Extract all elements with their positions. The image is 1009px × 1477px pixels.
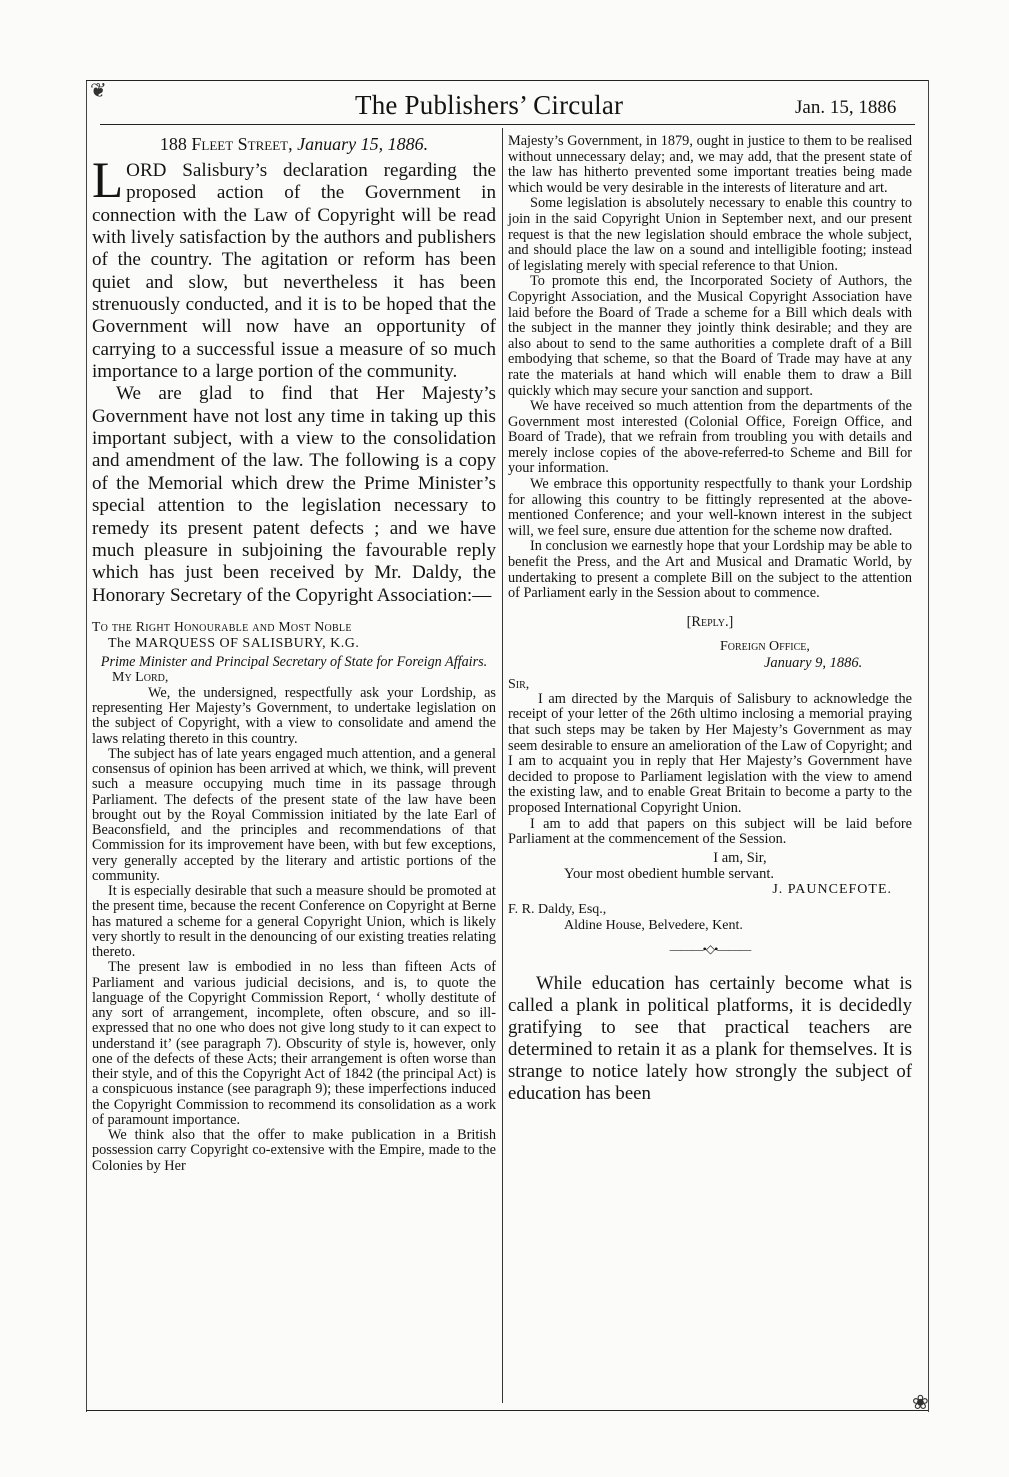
reply-salutation: Sir, <box>508 676 530 692</box>
section-separator: ———•◇•——— <box>669 941 751 956</box>
left-column <box>92 134 496 1174</box>
memorial-paragraph: The subject has of late years engaged much attention, and a general consensus of opinion has been arrived at which, we think, will prevent such a measure occupying much time in its passage through Parliament. The defects of the present state of the law have been brought out by the Royal Commission initiated by the late Earl of Beaconsfield, and the principles and recommendations of that Commission for its improvement have been, with but few exceptions, very generally accepted by the literary and artistic portions of the community. <box>92 745 496 884</box>
editorial-paragraph: We are glad to find that Her Majesty’s Government have not lost any time in taking up this important subject, with a view to the consolidation and amendment of the law. The following is a copy of the Memorial which drew the Prime Minister’s special attention to the legislation necessary to remedy its present patent defects ; and we have much pleasure in subjoining the favourable reply which has just been received by Mr. Daldy, the Honorary Secretary of the Copyright Association:— <box>92 383 496 606</box>
reply-signature: J. PAUNCEFOTE. <box>772 881 892 897</box>
memorial-paragraph: We think also that the offer to make publication in a British possession carry Copyright co-extensive with the Empire, made to the Colonies by Her <box>92 1127 496 1174</box>
editorial-text: ORD Salisbury’s declaration regarding the proposed action of the Government in connection with the Law of Copyright will be read with lively satisfaction by the authors and publishers of the country. The agitation or reform has been quiet and slow, but nevertheless it has been strenuously conducted, and it is to be hoped that the Government will now have an opportunity of carrying to a successful issue a measure of so much importance to a large portion of the community. <box>92 160 496 383</box>
reply-recipient-address: Aldine House, Belvedere, Kent. <box>564 917 743 933</box>
drop-cap: L <box>92 153 124 209</box>
reply-heading: [Reply.] <box>686 613 734 630</box>
memorial-addressee: The MARQUESS OF SALISBURY, K.G. <box>108 635 360 651</box>
right-column <box>508 134 912 1105</box>
dateline-place: 188 Fleet Street, <box>159 134 293 154</box>
running-title: The Publishers’ Circular <box>355 90 624 120</box>
header-rule <box>100 124 915 125</box>
reply-closing: Your most obedient humble servant. <box>564 865 774 882</box>
memorial-address: To the Right Honourable and Most Noble <box>92 618 352 634</box>
dateline <box>92 134 496 155</box>
running-date: Jan. 15, 1886 <box>795 97 897 118</box>
dateline-date: January 15, 1886. <box>297 134 429 154</box>
page-border-right <box>928 80 929 1412</box>
page-border-left <box>86 80 87 1412</box>
memorial-paragraph: In conclusion we earnestly hope that your Lordship may be able to benefit the Press, and the Art and Musical and Dramatic World, by undertaking to present a complete Bill on the subject to the attention of Parliament early in the Session about to commence. <box>508 538 912 602</box>
memorial-paragraph: It is especially desirable that such a measure should be promoted at the present time, because the recent Conference on Copyright at Berne has matured a scheme for a general Copyright Union, which is likely very shortly to result in the denouncing of our existing treaties relating thereto. <box>92 883 496 961</box>
memorial-addressee-title: Prime Minister and Principal Secretary of State for Foreign Affairs. <box>100 653 488 670</box>
memorial-paragraph: Some legislation is absolutely necessary to enable this country to join in the said Copyright Union in September next, and our present request is that the new legislation should embrace the whole subject, and should place the law on a sound and intelligible footing; instead of legislating merely with special reference to that Union. <box>508 195 912 274</box>
memorial-paragraph: The present law is embodied in no less than fifteen Acts of Parliament and various judicial decisions, and is, to quote the language of the Copyright Commission Report, ‘ wholly destitute of any sort of arrangement, incomplete, often obscure, and so ill-expressed that no one who does not give long study to it can expect to understand it’ (see paragraph 7). Obscurity of style is, however, only one of the defects of these Acts; their arrangement is often worse than their style, and of this the Copyright Act of 1842 (the principal Act) is a conspicuous instance (see paragraph 9); these imperfections induced the Copyright Commission to recommend its consolidation as a work of paramount importance. <box>92 959 496 1128</box>
reply-paragraph: I am to add that papers on this subject will be laid before Parliament at the commencement of the Session. <box>508 815 912 848</box>
reply-paragraph: I am directed by the Marquis of Salisbury to acknowledge the receipt of your letter of the 26th ultimo inclosing a memorial praying that such steps may be taken by Her Majesty’s Government as may seem desirable to ensure an amelioration of the Law of Copyright; and I am to acquaint you in reply that Her Majesty’s Government have decided to propose to Parliament legislation with the view to amend the existing law, and to enable Great Britain to become a party to the proposed International Copyright Union. <box>508 690 912 816</box>
article-paragraph: While education has certainly become what is called a plank in political platforms, it is decidedly gratifying to see that practical teachers are determined to retain it as a plank for themselves. It is strange to notice lately how strongly the subject of education has been <box>508 972 912 1104</box>
memorial-paragraph: We embrace this opportunity respectfully to thank your Lordship for allowing this country to be fittingly represented at the above-mentioned Conference; and your well-known interest in the subject will, we feel sure, ensure due attention for the scheme now drafted. <box>508 476 912 539</box>
memorial-paragraph: We have received so much attention from the departments of the Government most interested (Colonial Office, Foreign Office, and Board of Trade), that we refrain from troubling you with details and merely inclose copies of the above-referred-to Scheme and Bill for your information. <box>508 398 912 477</box>
corner-ornament-icon: ❀ <box>912 1392 929 1414</box>
reply-sender: Foreign Office, <box>720 638 810 654</box>
editorial-paragraph <box>92 153 496 383</box>
memorial-paragraph: To promote this end, the Incorporated Society of Authors, the Copyright Association, and the Musical Copyright Association have laid before the Board of Trade a scheme for a Bill which deals with the subject in the manner they jointly think desirable; and they are also about to send to the same authorities a complete draft of a Bill embodying that scheme, so that the Board of Trade may have at any rate the materials at hand which will enable them to draw a Bill quickly which may secure your sanction and support. <box>508 273 912 399</box>
top-rule <box>86 80 928 81</box>
reply-closing: I am, Sir, <box>713 849 767 866</box>
column-divider <box>502 128 503 1403</box>
memorial-paragraph: Majesty’s Government, in 1879, ought in justice to them to be realised without unnecessary delay; and, we may add, that the present state of the law has hitherto prevented some important treaties being made which would be very desirable in the interests of literature and art. <box>508 133 912 196</box>
memorial-paragraph: We, the undersigned, respectfully ask your Lordship, as representing Her Majesty’s Government, to undertake legislation on the subject of Copyright, with a view to consolidate and amend the laws relating thereto in this country. <box>92 684 496 747</box>
reply-recipient: F. R. Daldy, Esq., <box>508 901 607 917</box>
bottom-rule <box>86 1410 928 1411</box>
corner-ornament-icon: ❦ <box>90 80 107 102</box>
reply-date: January 9, 1886. <box>764 654 863 671</box>
memorial-salutation: My Lord, <box>112 669 169 685</box>
